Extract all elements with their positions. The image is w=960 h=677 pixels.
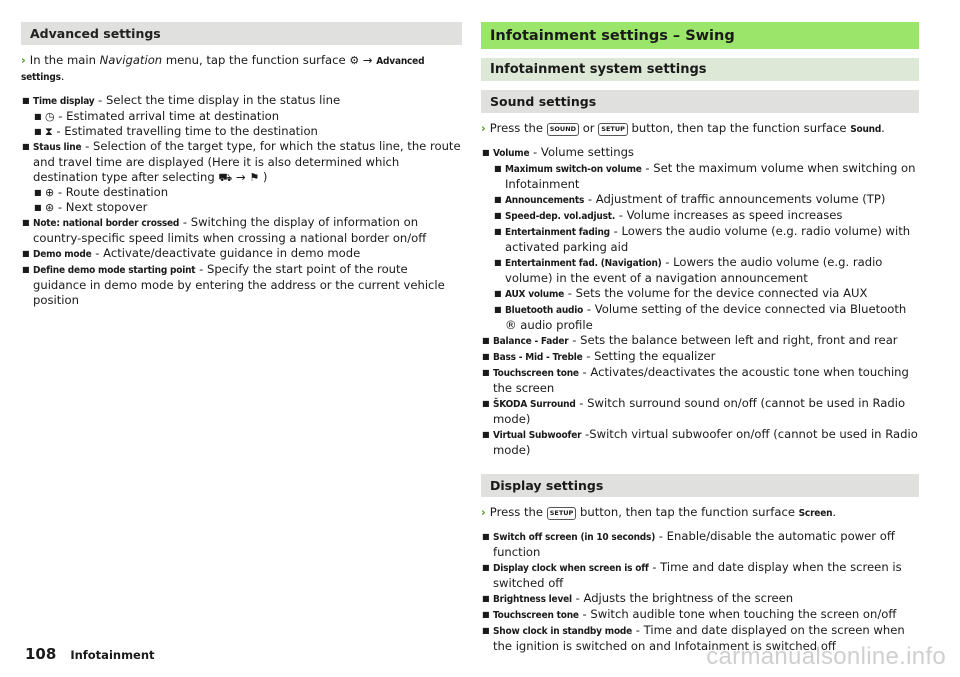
display-settings-list [481,529,919,654]
list-item: ■ ⊛ - Next stopover [34,200,148,214]
section-heading-sound-settings: Sound settings [481,90,919,113]
step-arrow-icon: › [21,53,26,67]
route-destination-icon: ⊕ [45,186,55,199]
watermark: carmanualsonline.info [706,643,946,670]
list-item: ■ Speed-dep. vol.adjust. - Volume increases as speed increases [494,208,843,222]
list-item: ■ ⊕ - Route destination [34,185,169,199]
list-item: ■ Entertainment fading - Lowers the audio volume (e.g. radio volume) with activated parking aid [494,224,911,254]
list-item: ■ Display clock when screen is off - Time and date display when the screen is switched off [482,560,902,590]
list-item: ■ Announcements - Adjustment of traffic announcements volume (TP) [494,192,886,206]
list-item: ■ ⧗ - Estimated travelling time to the destination [34,124,318,138]
sound-settings-list [481,145,919,458]
list-item: ■ Time display - Select the time display in the status line [22,93,341,107]
list-item: ■ Switch off screen (in 10 seconds) - Enable/disable the automatic power off function [482,529,895,559]
step-arrow-icon: › [481,121,486,135]
list-item: ■ ◷ - Estimated arrival time at destination [34,109,280,123]
function-surface-label: Sound [850,124,882,135]
list-item: ■ Virtual Subwoofer -Switch virtual subwoofer on/off (cannot be used in Radio mode) [482,427,918,457]
navigation-term: Navigation [99,53,163,67]
step-text: In the main [29,53,100,67]
car-icon: ⛟ [218,171,233,184]
arrow-right-icon: → [235,170,246,184]
instruction-step: › Press the SOUND or SETUP button, then tap the function surface Sound. [481,121,885,135]
arrow-right-icon: → [362,53,373,67]
list-item: ■ Define demo mode starting point - Specify the start point of the route guidance in demo mode by entering the address or the current vehicle position [22,262,445,307]
right-column [481,22,919,654]
list-item: ■ Maximum switch-on volume - Set the maximum volume when switching on Infotainment [494,161,916,191]
function-surface-label: Advanced settings [21,56,425,83]
setup-key-icon: SETUP [547,507,577,520]
list-item: ■ Bass - Mid - Treble - Setting the equalizer [482,349,716,363]
next-stopover-icon: ⊛ [45,201,55,214]
hourglass-icon: ⧗ [45,125,53,138]
section-heading-advanced-settings: Advanced settings [21,22,462,45]
list-item: ■ Demo mode - Activate/deactivate guidance in demo mode [22,246,361,260]
clock-icon: ◷ [45,110,55,123]
settings-gear-icon: ⚙ [349,54,360,67]
list-item: ■ ŠKODA Surround - Switch surround sound on/off (cannot be used in Radio mode) [482,396,906,426]
function-surface-label: Screen [798,508,833,519]
list-item: ■ Entertainment fad. (Navigation) - Lowers the audio volume (e.g. radio volume) in the event of a navigation announcement [494,255,883,285]
section-heading-system-settings: Infotainment system settings [481,58,919,81]
instruction-step [21,53,462,85]
list-item: ■ Touchscreen tone - Switch audible tone when touching the screen on/off [482,607,897,621]
section-heading-display-settings: Display settings [481,474,919,497]
list-item: ■ Touchscreen tone - Activates/deactivates the acoustic tone when touching the screen [482,365,909,395]
list-item: ■ Brightness level - Adjusts the brightness of the screen [482,591,794,605]
destination-flag-icon: ⚑ [249,171,260,184]
instruction-step: › Press the SETUP button, then tap the function surface Screen. [481,505,837,519]
list-item: ■ Note: national border crossed - Switching the display of information on country-specific speed limits when crossing a national border on/off [22,215,427,245]
step-text: menu, tap the function surface [162,53,350,67]
page-number: 108 [25,645,57,663]
setup-key-icon: SETUP [598,123,628,136]
page-footer [25,645,155,663]
list-item: ■ Show clock in standby mode - Time and date displayed on the screen when the ignition is switched on and Infotainment is switched off [482,623,905,653]
settings-list [21,93,462,308]
list-item: ■ Balance - Fader - Sets the balance between left and right, front and rear [482,333,898,347]
list-item: ■ Bluetooth audio - Volume setting of the device connected via Bluetooth ® audio profile [494,302,907,332]
step-arrow-icon: › [481,505,486,519]
list-item: ■ Staus line - Selection of the target type, for which the status line, the route and travel time are displayed (Here it is also determined which destination type after selecting ⛟ → ⚑ ) [22,139,461,184]
step-text: . [60,69,65,83]
list-item: ■ Volume - Volume settings [482,145,634,159]
chapter-name: Infotainment [70,648,155,662]
left-column [21,22,462,308]
chapter-heading: Infotainment settings – Swing [481,22,919,49]
sound-key-icon: SOUND [547,123,579,136]
list-item: ■ AUX volume - Sets the volume for the device connected via AUX [494,286,868,300]
